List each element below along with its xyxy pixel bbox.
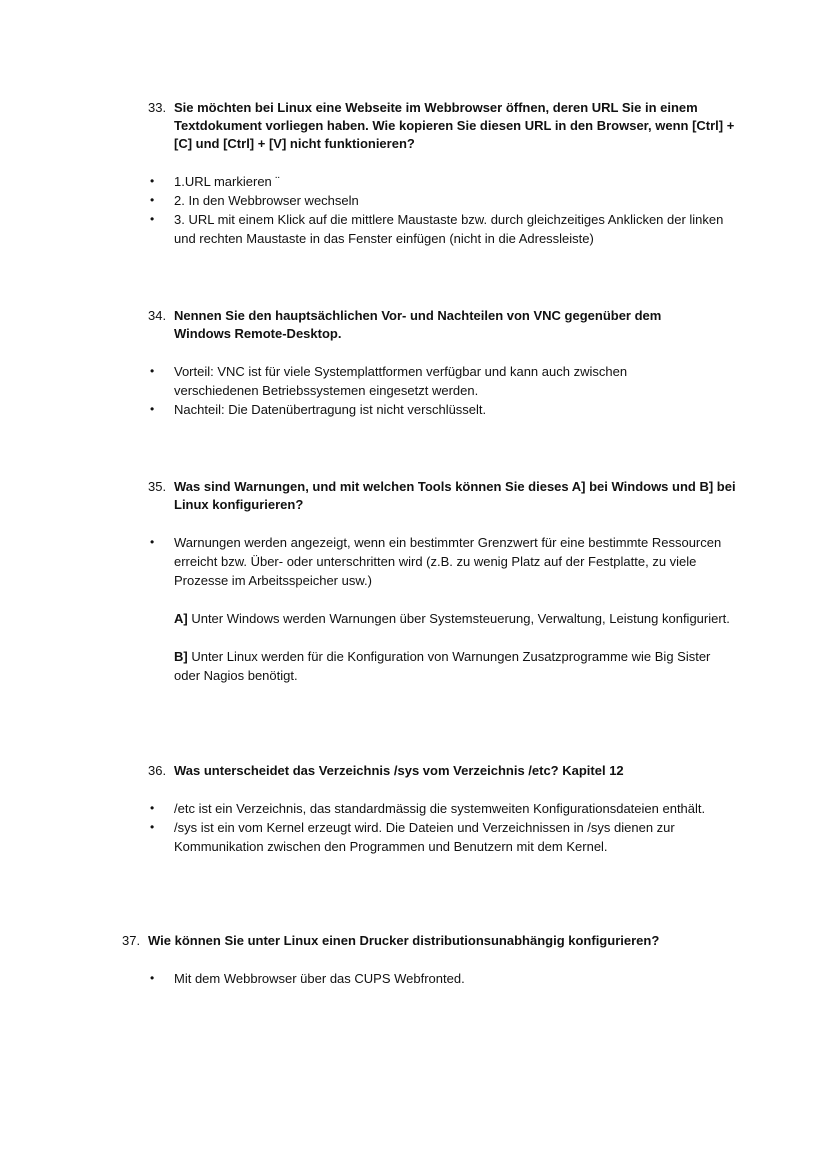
- bullet-icon: •: [150, 820, 155, 834]
- answer-text: 3. URL mit einem Klick auf die mittlere Maustaste bzw. durch gleichzeitiges Anklicken der linken und rechten Maustaste in das Fenster einfügen (nicht in die Adressleiste): [174, 212, 724, 246]
- question-text: Wie können Sie unter Linux einen Drucker distributionsunabhängig konfigurieren?: [148, 933, 660, 948]
- question-37: [122, 932, 742, 988]
- question-number: 34.: [148, 308, 167, 323]
- answer-text: /etc ist ein Verzeichnis, das standardmässig die systemweiten Konfigurationsdateien enthält.: [174, 801, 706, 816]
- bullet-icon: •: [150, 971, 155, 985]
- question-number: 35.: [148, 479, 167, 494]
- list-item: [150, 172, 738, 191]
- bullet-icon: •: [150, 174, 155, 188]
- bullet-icon: •: [150, 212, 155, 226]
- sub-answer-b: [174, 647, 738, 685]
- sub-answer-label: B]: [174, 649, 188, 664]
- question-number: 33.: [148, 100, 167, 115]
- list-item: [150, 533, 738, 590]
- answer-text: /sys ist ein vom Kernel erzeugt wird. Die Dateien und Verzeichnissen in /sys dienen zur Kommunikation zwischen den Programmen und Benutzern mit dem Kernel.: [174, 820, 675, 854]
- question-text: Nennen Sie den hauptsächlichen Vor- und Nachteilen von VNC gegenüber dem Windows Remote-Desktop.: [174, 308, 662, 341]
- question-text: Was sind Warnungen, und mit welchen Tools können Sie dieses A] bei Windows und B] bei Linux konfigurieren?: [174, 479, 736, 512]
- bullet-icon: •: [150, 402, 155, 416]
- answer-list: [150, 799, 738, 856]
- list-item: [150, 191, 738, 210]
- list-item: [150, 818, 738, 856]
- answer-list: [150, 362, 708, 419]
- sub-answer-a: [174, 609, 738, 628]
- list-item: [150, 362, 708, 400]
- bullet-icon: •: [150, 801, 155, 815]
- answer-list: [150, 969, 742, 988]
- answer-list: [150, 172, 738, 248]
- question-number: 37.: [122, 933, 141, 948]
- sub-answer-text: Unter Linux werden für die Konfiguration von Warnungen Zusatzprogramme wie Big Sister oder Nagios benötigt.: [174, 649, 711, 683]
- question-36: [148, 762, 738, 856]
- question-33: [148, 99, 738, 248]
- list-item: [150, 210, 738, 248]
- question-text: Was unterscheidet das Verzeichnis /sys vom Verzeichnis /etc? Kapitel 12: [174, 763, 624, 778]
- answer-text: Mit dem Webbrowser über das CUPS Webfronted.: [174, 971, 465, 986]
- answer-text: 2. In den Webbrowser wechseln: [174, 193, 359, 208]
- answer-text: Nachteil: Die Datenübertragung ist nicht verschlüsselt.: [174, 402, 487, 417]
- sub-answer-text: Unter Windows werden Warnungen über Systemsteuerung, Verwaltung, Leistung konfiguriert.: [187, 611, 730, 626]
- question-35: [148, 478, 738, 685]
- bullet-icon: •: [150, 364, 155, 378]
- answer-list: [150, 533, 738, 590]
- list-item: [150, 799, 738, 818]
- bullet-icon: •: [150, 535, 155, 549]
- answer-text: Warnungen werden angezeigt, wenn ein bestimmter Grenzwert für eine bestimmte Ressourcen erreicht bzw. Über- oder unterschritten wird (z.B. zu wenig Platz auf der Festplatte, zu viele Prozesse im Arbeitsspeicher usw.): [174, 535, 722, 588]
- question-number: 36.: [148, 763, 167, 778]
- list-item: [150, 969, 742, 988]
- question-text: Sie möchten bei Linux eine Webseite im Webbrowser öffnen, deren URL Sie in einem Textdokument vorliegen haben. Wie kopieren Sie diesen URL in den Browser, wenn [Ctrl] + [C] und [Ctrl] + [V] nicht funktionieren?: [174, 100, 735, 151]
- list-item: [150, 400, 708, 419]
- question-34: [148, 307, 708, 419]
- answer-text: 1.URL markieren ¨: [174, 174, 280, 189]
- bullet-icon: •: [150, 193, 155, 207]
- sub-answer-label: A]: [174, 611, 188, 626]
- answer-text: Vorteil: VNC ist für viele Systemplattformen verfügbar und kann auch zwischen verschiedenen Betriebssystemen eingesetzt werden.: [174, 364, 628, 398]
